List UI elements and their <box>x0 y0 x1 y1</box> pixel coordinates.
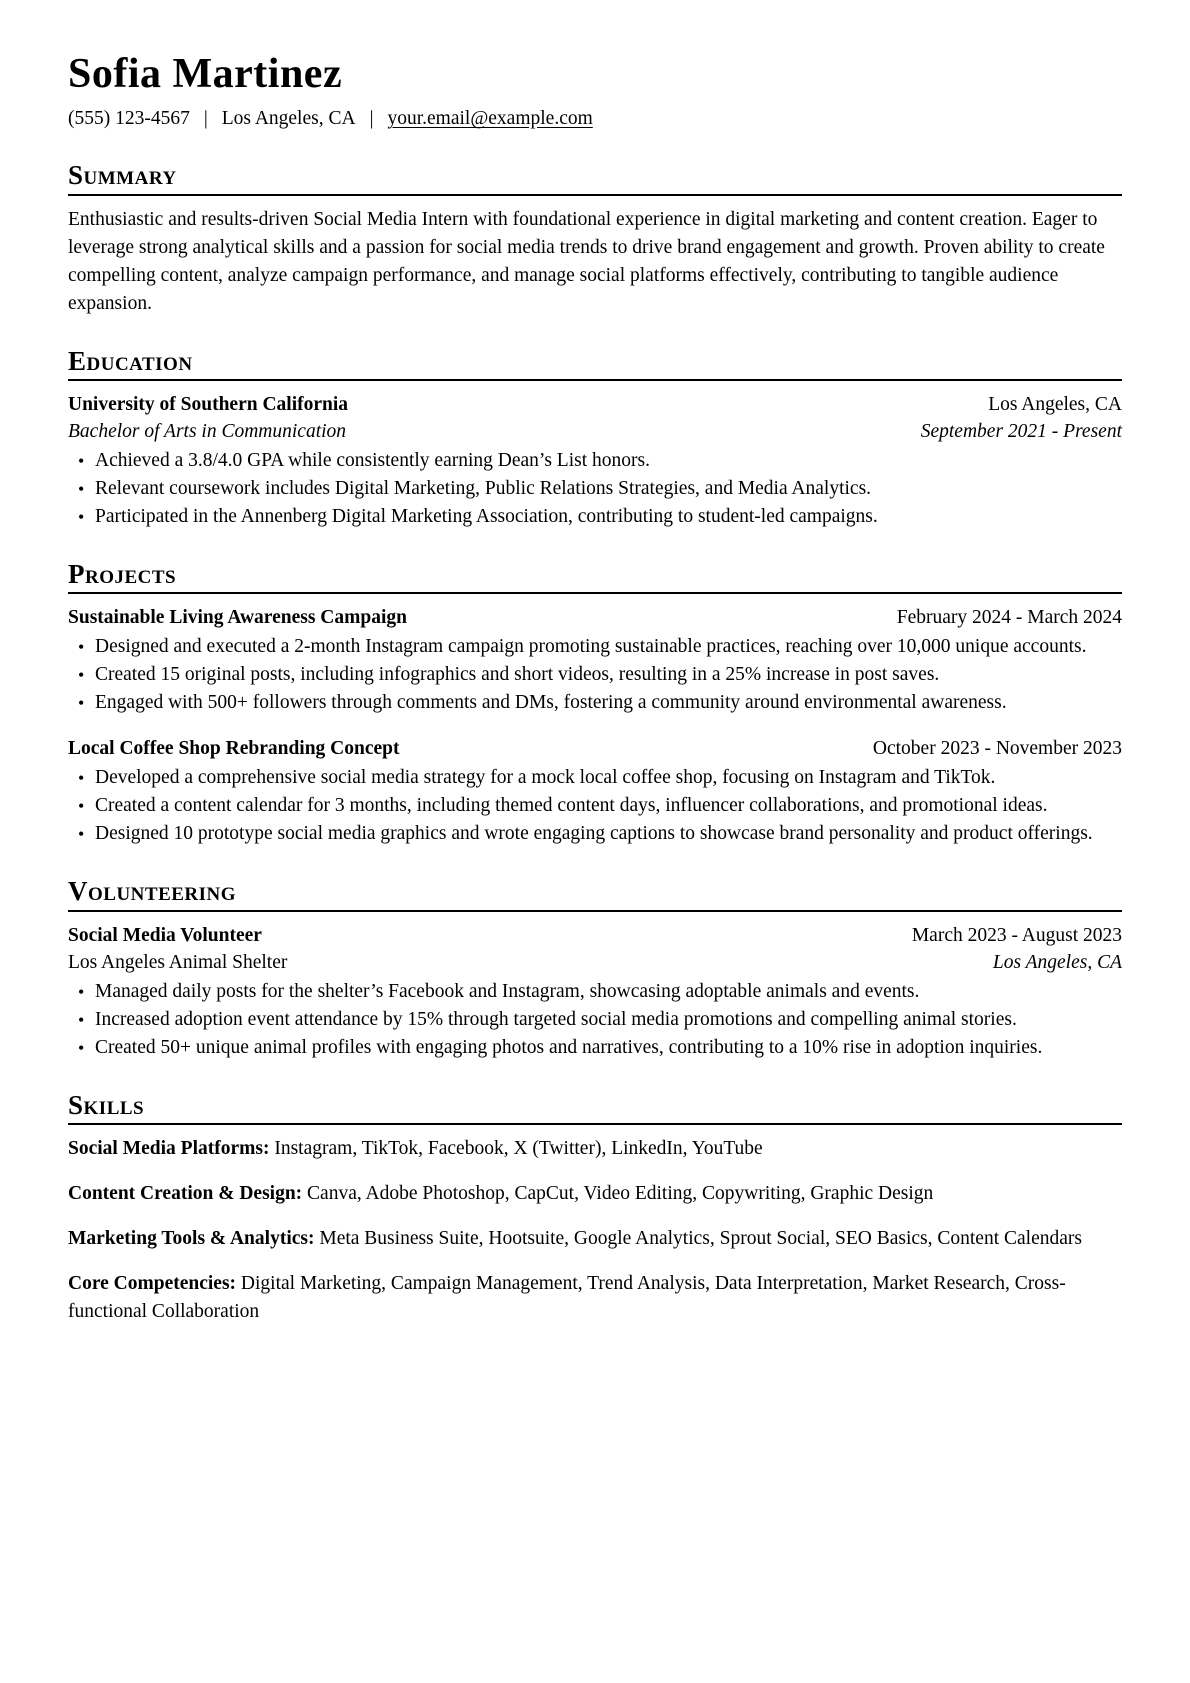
project-entry <box>68 735 1122 848</box>
entry-subheader-row <box>68 949 1122 976</box>
bullet-item: • Designed and executed a 2-month Instagram campaign promoting sustainable practices, reaching over 10,000 unique accounts. <box>95 633 1122 661</box>
project-bullet-list <box>68 764 1122 848</box>
organization-location: Los Angeles, CA <box>992 951 1122 973</box>
bullet-item: • Engaged with 500+ followers through comments and DMs, fostering a community around environmental awareness. <box>95 689 1122 717</box>
bullet-item: • Increased adoption event attendance by 15% through targeted social media promotions and compelling animal stories. <box>95 1006 1122 1034</box>
skill-group <box>68 1135 1122 1163</box>
education-entry <box>68 391 1122 531</box>
institution-location: Los Angeles, CA <box>988 394 1122 416</box>
project-entry <box>68 604 1122 717</box>
institution-name: University of Southern California <box>68 394 349 416</box>
section-education <box>68 345 1122 531</box>
skill-group <box>68 1180 1122 1208</box>
skills-section-title: Skills <box>68 1089 145 1120</box>
bullet-item: • Relevant coursework includes Digital Marketing, Public Relations Strategies, and Media Analytics. <box>95 475 1122 503</box>
entry-header-row <box>68 735 1122 762</box>
project-bullet-list <box>68 633 1122 717</box>
volunteering-bullet-list <box>68 978 1122 1062</box>
education-dates: September 2021 - Present <box>920 421 1122 443</box>
project-name: Local Coffee Shop Rebranding Concept <box>68 738 400 760</box>
section-projects <box>68 558 1122 848</box>
volunteer-dates: March 2023 - August 2023 <box>911 924 1122 946</box>
resume-header <box>68 50 1122 132</box>
skill-group-label: Social Media Platforms: <box>68 1138 270 1160</box>
volunteering-entry <box>68 922 1122 1062</box>
phone-number: (555) 123-4567 <box>68 108 190 130</box>
bullet-item: • Managed daily posts for the shelter’s Facebook and Instagram, showcasing adoptable animals and events. <box>95 978 1122 1006</box>
email-link[interactable]: your.email@example.com <box>387 108 593 130</box>
projects-section-title: Projects <box>68 559 177 590</box>
entry-header-row <box>68 391 1122 418</box>
volunteer-role: Social Media Volunteer <box>68 924 262 946</box>
skill-group-items: Digital Marketing, Campaign Management, Trend Analysis, Data Interpretation, Market Research, Cross-functional Collaboration <box>68 1273 1066 1323</box>
contact-separator: | <box>203 108 208 130</box>
bullet-item: • Designed 10 prototype social media graphics and wrote engaging captions to showcase brand personality and product offerings. <box>95 820 1122 848</box>
entry-subheader-row <box>68 418 1122 445</box>
section-rule <box>68 194 1122 196</box>
education-section-title: Education <box>68 345 193 376</box>
section-skills <box>68 1089 1122 1326</box>
skills-body <box>68 1135 1122 1326</box>
bullet-item: • Participated in the Annenberg Digital Marketing Association, contributing to student-led campaigns. <box>95 503 1122 531</box>
skill-group-items: Canva, Adobe Photoshop, CapCut, Video Editing, Copywriting, Graphic Design <box>307 1183 934 1205</box>
project-dates: February 2024 - March 2024 <box>896 607 1122 629</box>
bullet-item: • Achieved a 3.8/4.0 GPA while consistently earning Dean’s List honors. <box>95 447 1122 475</box>
organization-name: Los Angeles Animal Shelter <box>68 951 288 973</box>
section-rule <box>68 379 1122 381</box>
section-rule <box>68 1123 1122 1125</box>
section-volunteering <box>68 875 1122 1061</box>
section-rule <box>68 592 1122 594</box>
section-summary <box>68 159 1122 317</box>
skill-group-label: Core Competencies: <box>68 1273 237 1295</box>
section-rule <box>68 910 1122 912</box>
entry-header-row <box>68 604 1122 631</box>
bullet-item: • Created a content calendar for 3 months, including themed content days, influencer collaborations, and promotional ideas. <box>95 792 1122 820</box>
bullet-item: • Created 15 original posts, including infographics and short videos, resulting in a 25% increase in post saves. <box>95 661 1122 689</box>
project-dates: October 2023 - November 2023 <box>872 738 1122 760</box>
contact-separator: | <box>369 108 374 130</box>
location-text: Los Angeles, CA <box>221 108 356 130</box>
summary-text: Enthusiastic and results-driven Social Media Intern with foundational experience in digital marketing and content creation. Eager to leverage strong analytical skills and a passion for social media trends to drive brand engagement and growth. Proven ability to create compelling content, analyze campaign performance, and manage social platforms effectively, contributing to tangible audience expansion. <box>68 208 1105 314</box>
project-name: Sustainable Living Awareness Campaign <box>68 607 407 629</box>
degree-title: Bachelor of Arts in Communication <box>68 421 347 443</box>
education-bullet-list <box>68 447 1122 531</box>
skill-group-items: Meta Business Suite, Hootsuite, Google Analytics, Sprout Social, SEO Basics, Content Calendars <box>319 1228 1082 1250</box>
skill-group-label: Marketing Tools & Analytics: <box>68 1228 315 1250</box>
skill-group-items: Instagram, TikTok, Facebook, X (Twitter), LinkedIn, YouTube <box>274 1138 763 1160</box>
contact-line <box>68 105 1122 132</box>
skill-group <box>68 1225 1122 1253</box>
skill-group-label: Content Creation & Design: <box>68 1183 303 1205</box>
entry-header-row <box>68 922 1122 949</box>
volunteering-section-title: Volunteering <box>68 876 237 907</box>
bullet-item: • Developed a comprehensive social media strategy for a mock local coffee shop, focusing on Instagram and TikTok. <box>95 764 1122 792</box>
person-name: Sofia Martinez <box>68 51 343 97</box>
skill-group <box>68 1270 1122 1326</box>
summary-section-title: Summary <box>68 160 177 191</box>
bullet-item: • Created 50+ unique animal profiles with engaging photos and narratives, contributing to a 10% rise in adoption inquiries. <box>95 1034 1122 1062</box>
